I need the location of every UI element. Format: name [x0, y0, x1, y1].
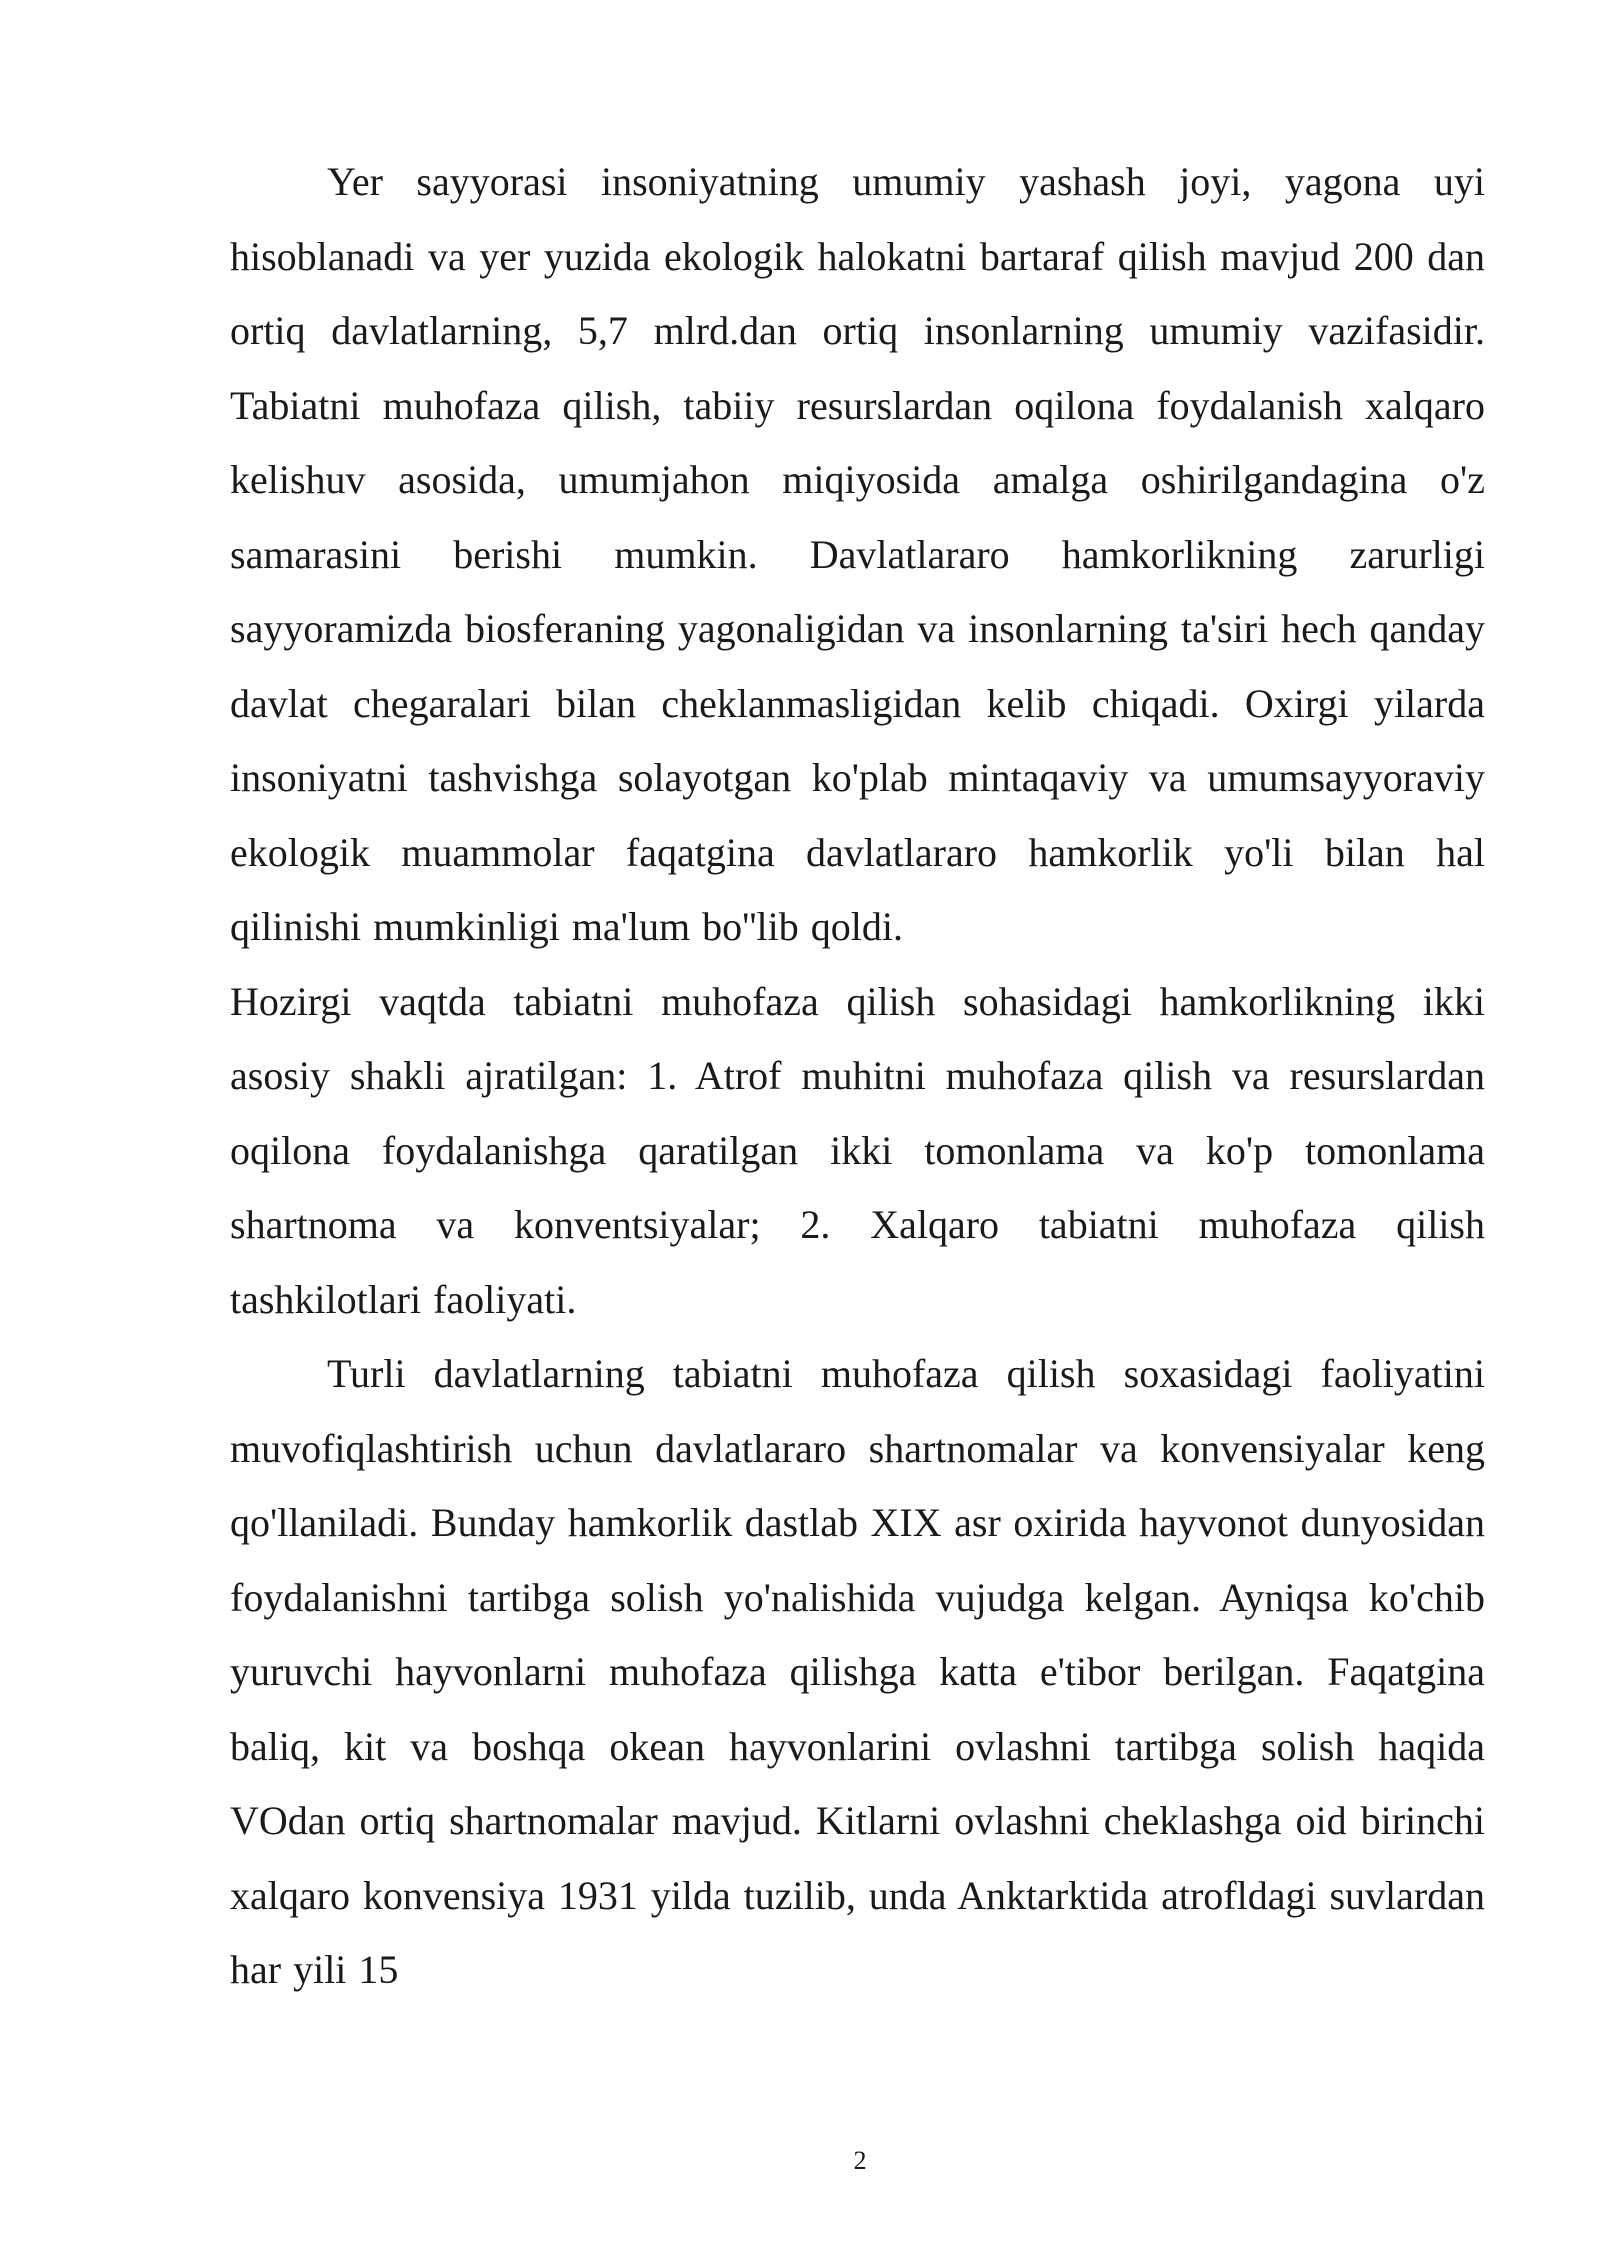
paragraph-1: Yer sayyorasi insoniyatning umumiy yashash joyi, yagona uyi hisoblanadi va yer yuzida ekologik halokatni bartaraf qilish mavjud 200 dan ortiq davlatlarning, 5,7 mlrd.dan ortiq insonlarning umumiy vazifasidir. Tabiatni muhofaza qilish, tabiiy resurslardan oqilona foydalanish xalqaro kelishuv asosida, umumjahon miqiyosida amalga oshirilgandagina o'z samarasini berishi mumkin. Davlatlararo hamkorlikning zarurligi sayyoramizda biosferaning yagonaligidan va insonlarning ta'siri hech qanday davlat chegaralari bilan cheklanmasligidan kelib chiqadi. Oxirgi yilarda insoniyatni tashvishga solayotgan ko'plab mintaqaviy va umumsayyoraviy ekologik muammolar faqatgina davlatlararo hamkorlik yo'li bilan hal qilinishi mumkinligi ma'lum bo''lib qoldi.	[230, 159, 1485, 949]
page-body	[230, 145, 1485, 2008]
paragraph-3: Turli davlatlarning tabiatni muhofaza qilish soxasidagi faoliyatini muvofiqlashtirish uchun davlatlararo shartnomalar va konvensiyalar keng qo'llaniladi. Bunday hamkorlik dastlab XIX asr oxirida hayvonot dunyosidan foydalanishni tartibga solish yo'nalishida vujudga kelgan. Ayniqsa ko'chib yuruvchi hayvonlarni muhofaza qilishga katta e'tibor berilgan. Faqatgina baliq, kit va boshqa okean hayvonlarini ovlashni tartibga solish haqida VOdan ortiq shartnomalar mavjud. Kitlarni ovlashni cheklashga oid birinchi xalqaro konvensiya 1931 yilda tuzilib, unda Anktarktida atrofldagi suvlardan har yili 15	[230, 1351, 1485, 1992]
page-number: 2	[853, 2146, 867, 2175]
paragraph-2: Hozirgi vaqtda tabiatni muhofaza qilish sohasidagi hamkorlikning ikki asosiy shakli ajratilgan: 1. Atrof muhitni muhofaza qilish va resurslardan oqilona foydalanishga qaratilgan ikki tomonlama va ko'p tomonlama shartnoma va konventsiyalar; 2. Xalqaro tabiatni muhofaza qilish tashkilotlari faoliyati.	[230, 978, 1485, 1322]
